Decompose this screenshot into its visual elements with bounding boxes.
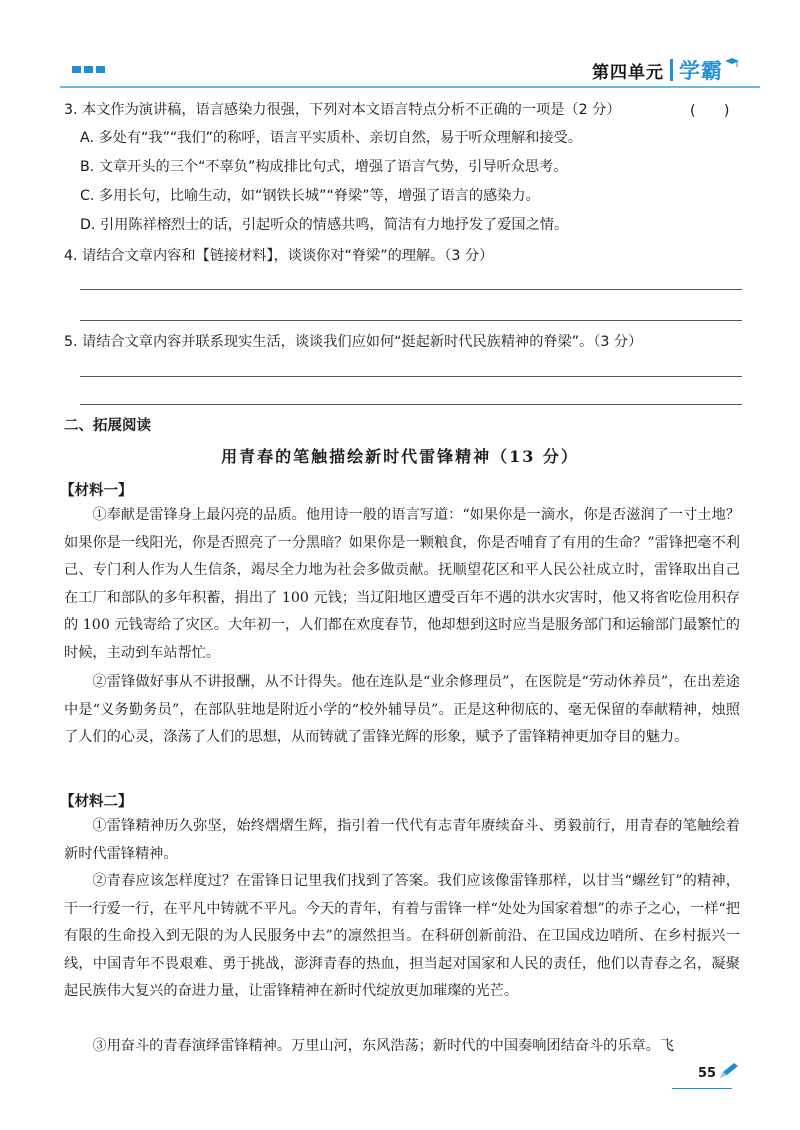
material-1-paragraph: ①奉献是雷锋身上最闪亮的品质。他用诗一般的语言写道：“如果你是一滴水，你是否滋润了一寸土地？如果你是一线阳光，你是否照亮了一分黑暗？如果你是一颗粮食，你是否哺育了有用的生命？”雷锋把毫不利己、专门利人作为人生信条，竭尽全力地为社会多做贡献。抚顺望花区和平人民公社成立时，雷锋取出自己在工厂和部队的多年积蓄，捐出了 100 元钱；当辽阳地区遭受百年不遇的洪水灾害时，他又将省吃俭用积存的 100 元钱寄给了灾区。大年初一，人们都在欢度春节，他却想到这时应当是服务部门和运输部门最繁忙的时候，主动到车站帮忙。 <box>64 507 740 661</box>
graduation-cap-icon <box>725 58 739 68</box>
page-number: 55 <box>698 1066 717 1081</box>
brand-logo: 学霸 <box>679 59 723 83</box>
material-1-paragraph: ②雷锋做好事从不讲报酬，从不计得失。他在连队是“业余修理员”，在医院是“劳动休养员”，在出差途中是“义务勤务员”，在部队驻地是附近小学的“校外辅导员”。正是这种彻底的、毫无保留的奉献精神，烛照了人们的心灵，涤荡了人们的思想，从而铸就了雷锋光辉的形象，赋予了雷锋精神更加夺目的魅力。 <box>64 674 740 746</box>
material-1-label: 【材料一】 <box>60 483 133 499</box>
answer-line[interactable] <box>80 376 742 377</box>
option-d[interactable]: D. 引用陈祥榕烈士的话，引起听众的情感共鸣，简洁有力地抒发了爱国之情。 <box>80 217 569 233</box>
answer-bracket[interactable]: ( ) <box>690 103 730 119</box>
header-decoration <box>72 66 105 73</box>
material-2-paragraph: ②青春应该怎样度过？在雷锋日记里我们找到了答案。我们应该像雷锋那样，以甘当“螺丝钉”的精神，干一行爱一行，在平凡中铸就不平凡。今天的青年，有着与雷锋一样“处处为国家着想”的赤子之心，一样“把有限的生命投入到无限的为人民服务中去”的凛然担当。在科研创新前沿、在卫国戍边哨所、在乡村振兴一线，中国青年不畏艰难、勇于挑战，澎湃青春的热血，担当起对国家和人民的责任，他们以青春之名，凝聚起民族伟大复兴的奋进力量，让雷锋精神在新时代绽放更加璀璨的光芒。 <box>64 873 740 1000</box>
answer-line[interactable] <box>80 289 742 290</box>
option-a[interactable]: A. 多处有“我”“我们”的称呼，语言平实质朴、亲切自然，易于听众理解和接受。 <box>80 130 582 146</box>
header-rule <box>60 86 760 88</box>
pencil-icon <box>718 1062 740 1080</box>
unit-title: 第四单元 <box>592 62 664 83</box>
answer-line[interactable] <box>80 320 742 321</box>
material-2-label: 【材料二】 <box>60 794 133 810</box>
header-divider <box>670 59 673 81</box>
section-title: 二、拓展阅读 <box>64 418 151 434</box>
option-c[interactable]: C. 多用长句，比喻生动，如“钢铁长城”“脊梁”等，增强了语言的感染力。 <box>80 188 540 204</box>
option-b[interactable]: B. 文章开头的三个“不辜负”构成排比句式，增强了语言气势，引导听众思考。 <box>80 159 568 175</box>
material-2-paragraph: ①雷锋精神历久弥坚，始终熠熠生辉，指引着一代代有志青年赓续奋斗、勇毅前行，用青春的笔触绘着新时代雷锋精神。 <box>64 818 740 862</box>
footer-rule <box>672 1088 732 1089</box>
answer-line[interactable] <box>80 404 742 405</box>
article-title: 用青春的笔触描绘新时代雷锋精神（13 分） <box>221 447 579 466</box>
page-header <box>592 55 739 85</box>
question-5: 5. 请结合文章内容并联系现实生活，谈谈我们应如何“挺起新时代民族精神的脊梁”。（3 分） <box>64 334 643 350</box>
question-4: 4. 请结合文章内容和【链接材料】，谈谈你对“脊梁”的理解。（3 分） <box>64 248 494 264</box>
material-2-paragraph: ③用奋斗的青春演绎雷锋精神。万里山河，东风浩荡；新时代的中国奏响团结奋斗的乐章。飞 <box>92 1038 675 1054</box>
question-3: 3. 本文作为演讲稿，语言感染力很强，下列对本文语言特点分析不正确的一项是（2 分） <box>64 102 621 118</box>
